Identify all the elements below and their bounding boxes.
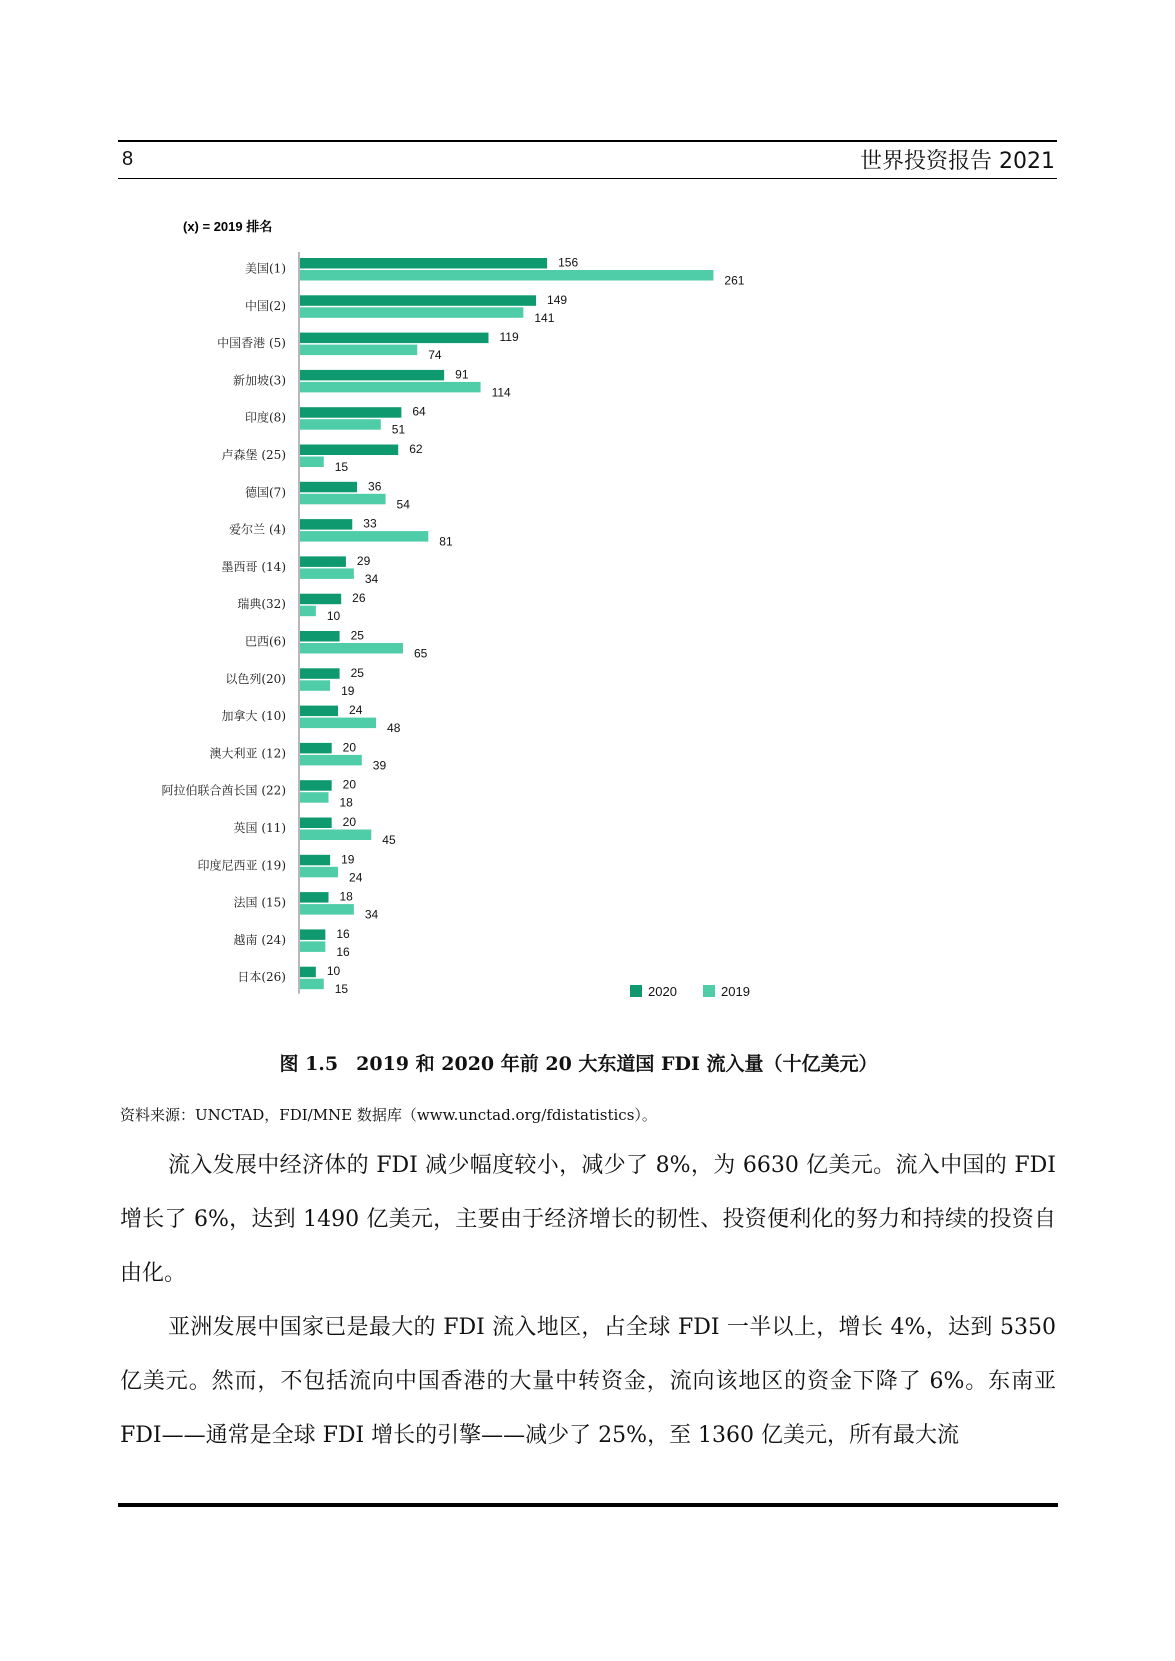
source-note: 资料来源：UNCTAD，FDI/MNE 数据库（www.unctad.org/fdistatistics）。 — [120, 1106, 657, 1124]
category-label: 越南 (24) — [233, 932, 286, 947]
bar-2020 — [300, 295, 536, 306]
bar-2020 — [300, 967, 316, 978]
legend-swatch-2019 — [703, 985, 715, 997]
data-label-2019: 18 — [339, 795, 353, 810]
page-number: 8 — [122, 148, 134, 170]
chart-note: (x) = 2019 排名 — [183, 219, 273, 234]
bar-2020 — [300, 594, 341, 605]
bar-2020 — [300, 743, 332, 754]
category-label: 中国(2) — [245, 298, 286, 313]
data-label-2020: 62 — [409, 442, 423, 456]
bar-2019 — [300, 419, 381, 430]
data-label-2020: 18 — [339, 889, 353, 904]
bar-2020 — [300, 482, 357, 493]
data-label-2020: 64 — [412, 404, 426, 419]
category-label: 日本(26) — [237, 970, 286, 985]
bar-2020 — [300, 668, 340, 679]
category-label: 法国 (15) — [233, 895, 286, 910]
body-text — [120, 1139, 1056, 1463]
data-label-2019: 74 — [428, 348, 442, 363]
data-label-2020: 36 — [368, 479, 382, 494]
category-label: 新加坡(3) — [233, 373, 286, 388]
data-label-2020: 29 — [356, 553, 371, 568]
legend-swatch-2020 — [630, 985, 642, 997]
data-label-2020: 33 — [363, 516, 377, 531]
bar-2019 — [300, 867, 338, 878]
running-title: 世界投资报告 2021 — [860, 149, 1055, 174]
data-label-2019: 51 — [391, 422, 406, 437]
bar-2020 — [300, 780, 332, 791]
bar-2019 — [300, 680, 330, 691]
bar-2020 — [300, 631, 340, 642]
category-label: 卢森堡 (25) — [221, 448, 286, 462]
bar-2019 — [300, 792, 329, 803]
data-label-2020: 20 — [342, 777, 357, 792]
data-label-2020: 26 — [352, 591, 366, 606]
data-label-2020: 156 — [558, 255, 579, 270]
category-label: 加拿大 (10) — [221, 709, 286, 724]
data-label-2019: 81 — [439, 534, 453, 549]
data-label-2020: 24 — [349, 703, 363, 718]
bar-2020 — [300, 556, 346, 567]
bar-2019 — [300, 494, 386, 505]
footer-rule — [118, 1503, 1058, 1507]
category-label: 巴西(6) — [245, 634, 286, 649]
fdi-bar-chart — [0, 200, 1175, 1020]
figure-caption — [0, 1049, 1175, 1076]
bar-2020 — [300, 333, 488, 344]
legend-label-2019: 2019 — [721, 984, 750, 999]
data-label-2019: 15 — [334, 460, 349, 474]
data-label-2019: 65 — [413, 646, 428, 661]
data-label-2019: 34 — [364, 907, 379, 922]
paragraph: 亚洲发展中国家已是最大的 FDI 流入地区，占全球 FDI 一半以上，增长 4%，达到 5350 亿美元。然而，不包括流向中国香港的大量中转资金，流向该地区的资金下降了 6%。东南亚 FDI——通常是全球 FDI 增长的引擎——减少了 25%，至 1360 亿美元，所有最大流 — [120, 1315, 1056, 1448]
category-label: 印度(8) — [245, 410, 286, 425]
data-label-2019: 10 — [326, 609, 341, 624]
data-label-2019: 34 — [364, 571, 379, 586]
figure-number: 图 1.5 — [279, 1053, 339, 1075]
bar-2020 — [300, 258, 547, 269]
bar-2020 — [300, 407, 401, 418]
bar-2020 — [300, 855, 330, 866]
category-label: 美国(1) — [245, 261, 286, 276]
data-label-2020: 19 — [341, 852, 355, 867]
header-rule-bottom — [118, 178, 1057, 179]
bar-2019 — [300, 755, 362, 766]
bar-2019 — [300, 345, 417, 356]
figure-title: 2019 和 2020 年前 20 大东道国 FDI 流入量（十亿美元） — [356, 1053, 878, 1075]
category-label: 瑞典(32) — [237, 597, 286, 612]
data-label-2020: 149 — [547, 292, 568, 307]
category-label: 爱尔兰 (4) — [229, 522, 286, 537]
bar-2019 — [300, 904, 354, 915]
category-label: 阿拉伯联合酋长国 (22) — [161, 783, 286, 798]
data-label-2019: 45 — [382, 833, 396, 847]
bar-2020 — [300, 892, 329, 903]
bar-2019 — [300, 979, 324, 990]
data-label-2019: 48 — [387, 721, 401, 736]
data-label-2020: 25 — [350, 628, 364, 643]
data-label-2019: 114 — [491, 385, 511, 400]
data-label-2019: 39 — [372, 758, 387, 773]
data-label-2019: 54 — [396, 497, 410, 512]
data-label-2020: 25 — [350, 665, 364, 680]
category-label: 中国香港 (5) — [217, 336, 286, 351]
category-label: 英国 (11) — [233, 821, 286, 835]
bar-2019 — [300, 941, 325, 952]
bar-2019 — [300, 531, 428, 542]
bar-2019 — [300, 270, 713, 281]
bar-2019 — [300, 457, 324, 468]
bar-2019 — [300, 718, 376, 729]
header-rule-top — [118, 140, 1057, 142]
data-label-2020: 16 — [336, 926, 350, 941]
data-label-2019: 15 — [334, 982, 349, 997]
bar-2020 — [300, 445, 398, 456]
bar-2019 — [300, 307, 523, 318]
data-label-2020: 20 — [342, 815, 357, 829]
bar-2019 — [300, 830, 371, 841]
data-label-2020: 10 — [326, 964, 341, 979]
bar-2019 — [300, 382, 481, 393]
bar-2019 — [300, 606, 316, 617]
bar-2020 — [300, 706, 338, 717]
data-label-2020: 119 — [499, 330, 519, 345]
bar-2020 — [300, 370, 444, 381]
data-label-2019: 19 — [341, 683, 355, 698]
data-label-2019: 141 — [534, 310, 555, 325]
data-label-2019: 261 — [724, 273, 745, 288]
category-label: 澳大利亚 (12) — [209, 746, 286, 761]
paragraph: 流入发展中经济体的 FDI 减少幅度较小，减少了 8%，为 6630 亿美元。流入中国的 FDI 增长了 6%，达到 1490 亿美元，主要由于经济增长的韧性、投资便利化的努力和持续的投资自由化。 — [120, 1153, 1056, 1286]
bar-2020 — [300, 519, 352, 530]
bar-2020 — [300, 818, 332, 829]
category-label: 墨西哥 (14) — [221, 559, 286, 574]
legend-label-2020: 2020 — [648, 984, 677, 999]
category-label: 印度尼西亚 (19) — [197, 858, 286, 873]
data-label-2020: 91 — [455, 367, 469, 382]
data-label-2020: 20 — [342, 740, 357, 755]
bar-2020 — [300, 929, 325, 940]
data-label-2019: 16 — [336, 944, 350, 959]
bar-2019 — [300, 568, 354, 579]
category-label: 以色列(20) — [225, 671, 286, 686]
data-label-2019: 24 — [349, 870, 363, 885]
bar-2019 — [300, 643, 403, 654]
category-label: 德国(7) — [245, 485, 286, 500]
